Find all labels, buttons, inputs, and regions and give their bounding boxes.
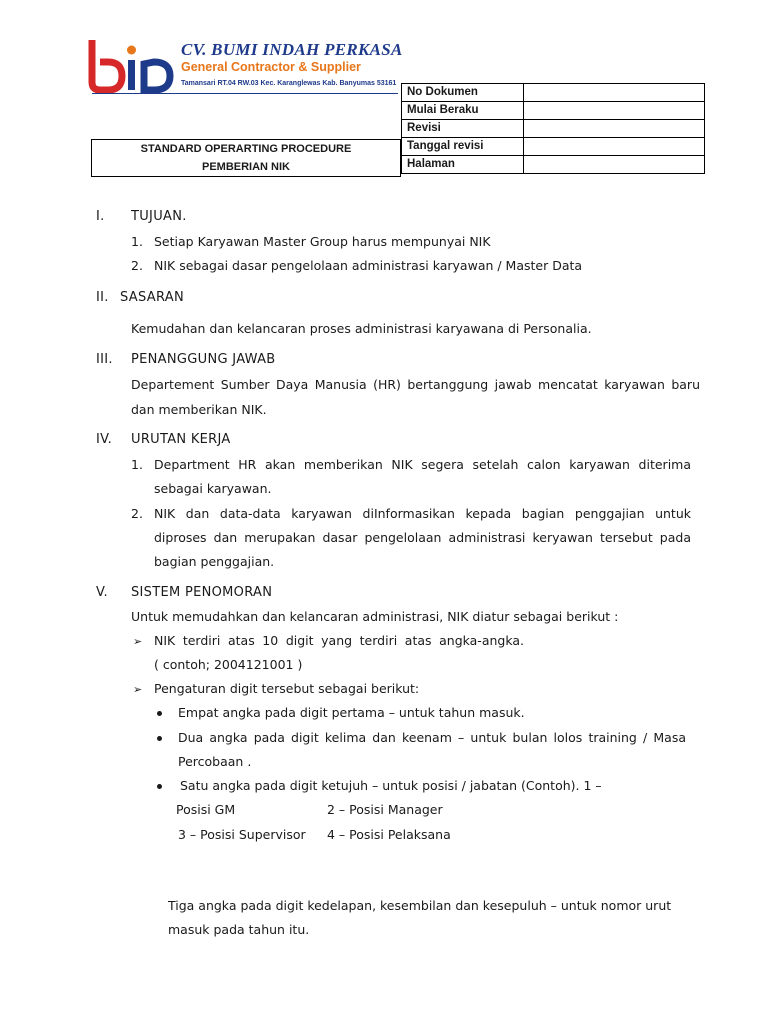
list-item-line: bagian penggajian. — [154, 554, 275, 569]
arrow-bullet-icon: ➢ — [133, 683, 143, 696]
list-item-line: sebagai karyawan. — [154, 481, 272, 496]
paragraph: Kemudahan dan kelancaran proses administrasi karyawana di Personalia. — [131, 321, 592, 336]
table-row — [402, 156, 705, 174]
table-row — [402, 102, 705, 120]
table-row — [402, 120, 705, 138]
info-value — [524, 120, 705, 138]
section-number: V. — [96, 585, 108, 600]
paragraph-line: dan memberikan NIK. — [131, 402, 267, 417]
paragraph-line: Tiga angka pada digit kedelapan, kesembilan dan kesepuluh – untuk nomor urut — [168, 898, 672, 913]
section-title: PENANGGUNG JAWAB — [131, 352, 276, 367]
bip-logo-icon — [88, 38, 174, 94]
info-label: No Dokumen — [402, 84, 524, 102]
info-label: Tanggal revisi — [402, 138, 524, 156]
section-number: III. — [96, 352, 113, 367]
list-item-line: diproses dan merupakan dasar pengelolaan administrasi keryawan tersebut pada — [154, 530, 691, 545]
info-label: Mulai Beraku — [402, 102, 524, 120]
list-item: NIK terdiri atas 10 digit yang terdiri atas angka-angka. — [154, 633, 524, 648]
paragraph: Untuk memudahkan dan kelancaran administrasi, NIK diatur sebagai berikut : — [131, 609, 619, 624]
bullet-dot-icon — [157, 784, 162, 789]
document-info-table — [401, 83, 705, 174]
list-number: 1. — [131, 457, 143, 472]
list-item-line: Percobaan . — [178, 754, 252, 769]
company-address: Tamansari RT.04 RW.03 Kec. Karanglewas Kab. Banyumas 53161 — [181, 80, 397, 87]
company-name: CV. BUMI INDAH PERKASA — [181, 40, 403, 59]
list-number: 2. — [131, 506, 143, 521]
list-item: NIK sebagai dasar pengelolaan administrasi karyawan / Master Data — [154, 258, 583, 273]
info-value — [524, 156, 705, 174]
paragraph-line: Departement Sumber Daya Manusia (HR) bertanggung jawab mencatat karyawan baru — [131, 377, 700, 392]
section-number: IV. — [96, 432, 113, 447]
sop-subtitle: PEMBERIAN NIK — [201, 161, 290, 173]
table-row — [402, 138, 705, 156]
paragraph-line: masuk pada tahun itu. — [168, 922, 310, 937]
info-value — [524, 102, 705, 120]
list-item-line: Department HR akan memberikan NIK segera setelah calon karyawan diterima — [154, 457, 691, 472]
sop-title: STANDARD OPERARTING PROCEDURE — [140, 143, 352, 155]
info-label: Revisi — [402, 120, 524, 138]
table-row — [402, 84, 705, 102]
section-title: URUTAN KERJA — [131, 432, 231, 447]
list-item: Satu angka pada digit ketujuh – untuk posisi / jabatan (Contoh). 1 – — [180, 778, 602, 793]
section-title: TUJUAN. — [131, 209, 187, 224]
list-item-line: NIK dan data-data karyawan diInformasikan kepada bagian penggajian untuk — [154, 506, 691, 521]
info-value — [524, 84, 705, 102]
arrow-bullet-icon: ➢ — [133, 635, 143, 648]
list-number: 1. — [131, 234, 143, 249]
position-item: 3 – Posisi Supervisor — [178, 827, 306, 842]
company-subtitle: General Contractor & Supplier — [181, 60, 361, 74]
header-divider — [92, 93, 398, 94]
list-item-line: ( contoh; 2004121001 ) — [154, 657, 303, 672]
bullet-dot-icon — [157, 736, 162, 741]
position-item: 2 – Posisi Manager — [327, 802, 443, 817]
position-item: Posisi GM — [176, 802, 236, 817]
list-item-line: Dua angka pada digit kelima dan keenam – untuk bulan lolos training / Masa — [178, 730, 686, 745]
bullet-dot-icon — [157, 711, 162, 716]
section-number: II. — [96, 290, 109, 305]
list-item: Pengaturan digit tersebut sebagai berikut: — [154, 681, 420, 696]
section-title: SISTEM PENOMORAN — [131, 585, 273, 600]
info-label: Halaman — [402, 156, 524, 174]
info-value — [524, 138, 705, 156]
position-item: 4 – Posisi Pelaksana — [327, 827, 451, 842]
section-title: SASARAN — [120, 290, 184, 305]
list-number: 2. — [131, 258, 143, 273]
list-item: Empat angka pada digit pertama – untuk tahun masuk. — [178, 705, 525, 720]
section-number: I. — [96, 209, 105, 224]
sop-title-box — [91, 139, 401, 177]
list-item: Setiap Karyawan Master Group harus mempunyai NIK — [154, 234, 491, 249]
